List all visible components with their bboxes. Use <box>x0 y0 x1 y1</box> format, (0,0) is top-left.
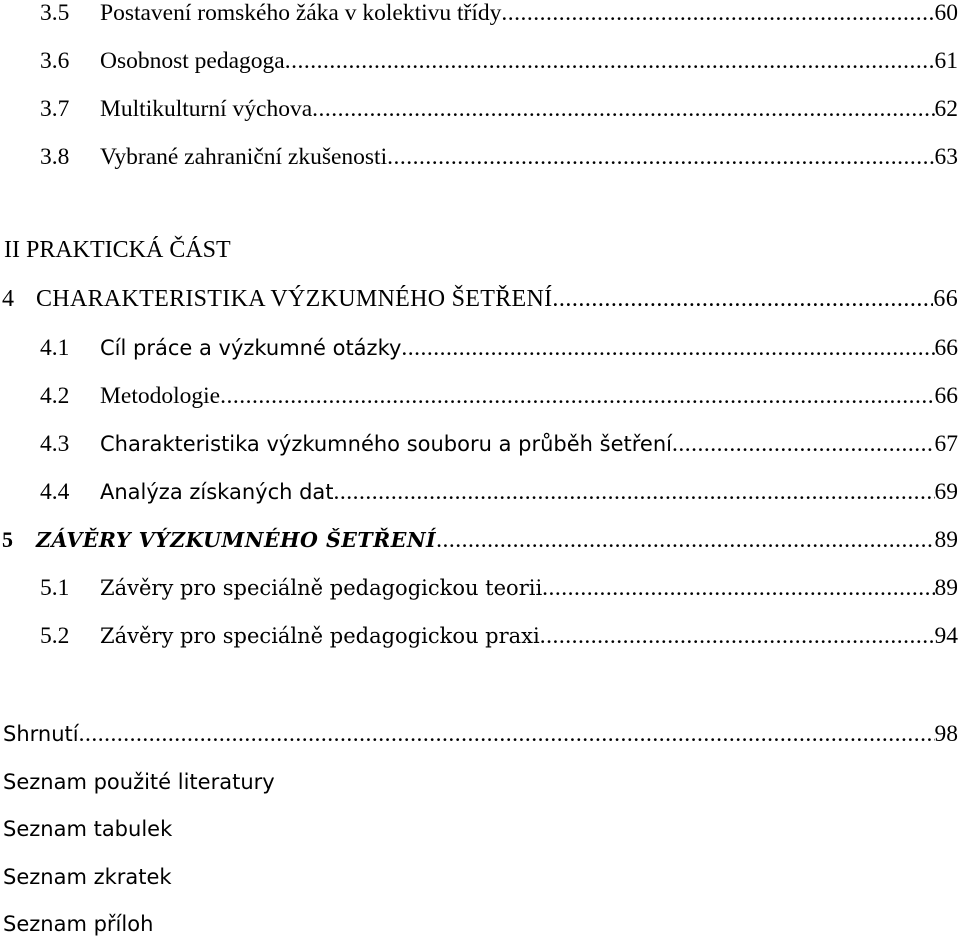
toc-entry[interactable] <box>0 475 958 509</box>
toc-entry-title: Seznam zkratek <box>3 865 172 889</box>
toc-entry[interactable] <box>0 860 958 894</box>
toc-entry-number: 3.8 <box>40 144 70 170</box>
dot-leader <box>312 92 934 126</box>
toc-entry-title: Seznam tabulek <box>3 817 173 841</box>
toc-entry-number: 3.7 <box>40 96 70 122</box>
toc-entry-number: 4.4 <box>40 479 70 505</box>
toc-entry-title: Multikulturní výchova <box>100 96 313 122</box>
toc-chapter-page: 89 <box>934 527 958 553</box>
toc-entry[interactable] <box>0 717 958 751</box>
toc-entry[interactable] <box>0 140 958 174</box>
dot-leader <box>285 44 935 78</box>
dot-leader <box>387 140 934 174</box>
dot-leader <box>672 427 935 461</box>
toc-chapter[interactable] <box>0 523 958 557</box>
toc-entry[interactable] <box>0 619 958 653</box>
dot-leader <box>542 571 934 605</box>
toc-entry-title: Charakteristika výzkumného souboru a průběh šetření <box>100 432 672 456</box>
toc-entry[interactable] <box>0 765 958 799</box>
toc-entry-title: Závěry pro speciálně pedagogickou teorii <box>100 576 543 600</box>
toc-entry[interactable] <box>0 812 958 846</box>
toc-chapter-page: 66 <box>933 286 958 312</box>
toc-entry[interactable] <box>0 0 958 30</box>
toc-entry-number: 5.1 <box>40 575 70 601</box>
toc-entry-page: 62 <box>934 96 958 122</box>
toc-entry-page: 66 <box>934 335 958 361</box>
toc-entry-page: 69 <box>934 479 958 505</box>
toc-entry[interactable] <box>0 331 958 365</box>
toc-entry-title: Vybrané zahraniční zkušenosti <box>100 144 388 170</box>
toc-entry-number: 5.2 <box>40 623 70 649</box>
toc-entry-title: Metodologie <box>100 383 221 409</box>
toc-entry-page: 89 <box>934 575 958 601</box>
toc-chapter-number: 4 <box>2 286 15 312</box>
toc-entry[interactable] <box>0 571 958 605</box>
toc-entry-page: 98 <box>934 721 958 747</box>
toc-entry-number: 3.5 <box>40 0 70 26</box>
dot-leader <box>436 523 934 557</box>
toc-chapter-title: CHARAKTERISTIKA VÝZKUMNÉHO ŠETŘENÍ <box>36 286 553 312</box>
toc-entry-title: Seznam příloh <box>3 912 154 936</box>
toc-entry-title: Analýza získaných dat <box>100 480 334 504</box>
toc-entry[interactable] <box>0 44 958 78</box>
dot-leader <box>79 717 935 751</box>
toc-entry[interactable] <box>0 379 958 413</box>
toc-entry-page: 67 <box>934 431 958 457</box>
toc-entry-title: Cíl práce a výzkumné otázky <box>100 336 402 360</box>
toc-entry-number: 4.3 <box>40 431 70 457</box>
dot-leader <box>552 282 933 316</box>
toc-chapter-title: ZÁVĚRY VÝZKUMNÉHO ŠETŘENÍ <box>36 528 437 552</box>
toc-entry-number: 4.1 <box>40 335 70 361</box>
toc-entry-number: 4.2 <box>40 383 70 409</box>
toc-entry-page: 63 <box>934 144 958 170</box>
part-heading <box>0 233 960 267</box>
toc-entry-page: 94 <box>934 623 958 649</box>
toc-chapter[interactable] <box>0 282 958 316</box>
toc-entry-title: Postavení romského žáka v kolektivu třídy <box>100 0 502 26</box>
toc-chapter-number: 5 <box>2 527 13 552</box>
toc-entry[interactable] <box>0 907 958 941</box>
toc-entry[interactable] <box>0 92 958 126</box>
toc-entry-number: 3.6 <box>40 48 70 74</box>
dot-leader <box>501 0 934 30</box>
toc-entry-title: Seznam použité literatury <box>3 770 275 794</box>
dot-leader <box>540 619 935 653</box>
toc-entry-title: Shrnutí <box>3 722 79 746</box>
part-title: II PRAKTICKÁ ČÁST <box>4 237 231 263</box>
dot-leader <box>220 379 934 413</box>
toc-entry-page: 66 <box>934 383 958 409</box>
dot-leader <box>401 331 934 365</box>
toc-entry-page: 61 <box>934 48 958 74</box>
toc-entry-title: Závěry pro speciálně pedagogickou praxi <box>100 624 540 648</box>
toc-entry-page: 60 <box>934 0 958 26</box>
dot-leader <box>334 475 935 509</box>
toc-entry-title: Osobnost pedagoga <box>100 48 285 74</box>
toc-entry[interactable] <box>0 427 958 461</box>
